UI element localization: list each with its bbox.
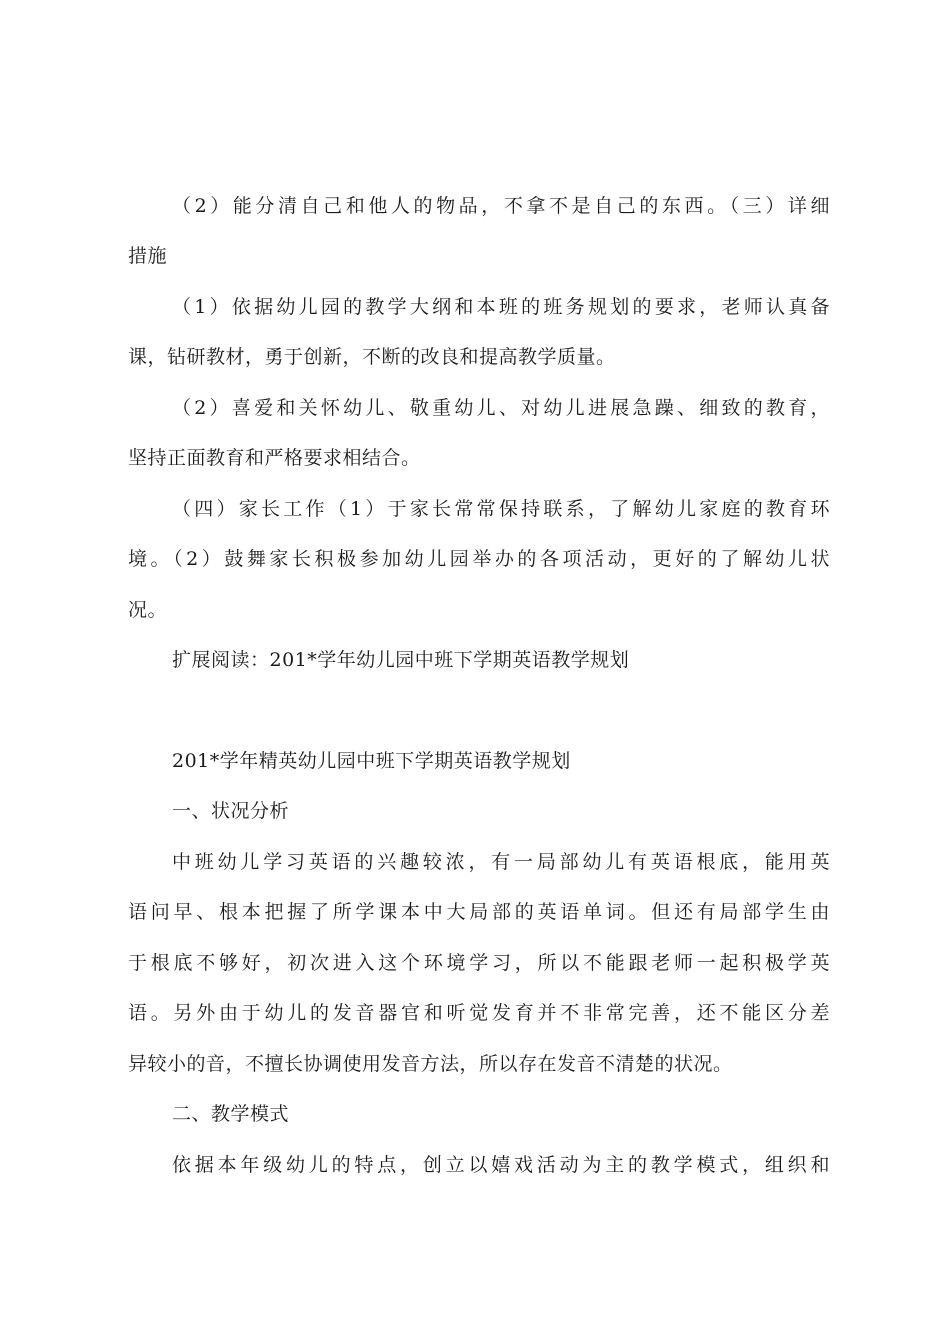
- paragraph-line: 语问早、根本把握了所学课本中大局部的英语单词。但还有局部学生由: [128, 901, 830, 923]
- paragraph-line: 课，钻研教材，勇于创新，不断的改良和提高教学质量。: [128, 346, 616, 368]
- section-heading: 二、教学模式: [172, 1103, 290, 1125]
- paragraph-line: （2）喜爱和关怀幼儿、敬重幼儿、对幼儿进展急躁、细致的教育，: [172, 397, 830, 419]
- paragraph-line: （1）依据幼儿园的教学大纲和本班的班务规划的要求，老师认真备: [172, 296, 830, 318]
- paragraph-line: （四）家长工作（1）于家长常常保持联系，了解幼儿家庭的教育环: [172, 498, 830, 520]
- paragraph-line: 坚持正面教育和严格要求相结合。: [128, 447, 421, 469]
- section-heading: 一、状况分析: [172, 800, 290, 822]
- paragraph-line: 措施: [128, 245, 168, 267]
- paragraph-line: 依据本年级幼儿的特点，创立以嬉戏活动为主的教学模式，组织和: [172, 1154, 830, 1176]
- paragraph-line: 于根底不够好，初次进入这个环境学习，所以不能跟老师一起积极学英: [128, 952, 830, 974]
- extended-reading-line: 扩展阅读：201*学年幼儿园中班下学期英语教学规划: [172, 649, 630, 671]
- section-title: 201*学年精英幼儿园中班下学期英语教学规划: [172, 750, 571, 772]
- paragraph-line: 语。另外由于幼儿的发音器官和听觉发育并不非常完善，还不能区分差: [128, 1002, 830, 1024]
- paragraph-line: 况。: [128, 599, 168, 621]
- paragraph-line: 境。（2）鼓舞家长积极参加幼儿园举办的各项活动，更好的了解幼儿状: [128, 548, 830, 570]
- paragraph-line: 异较小的音，不擅长协调使用发音方法，所以存在发音不清楚的状况。: [128, 1053, 733, 1075]
- paragraph-line: 中班幼儿学习英语的兴趣较浓，有一局部幼儿有英语根底，能用英: [172, 851, 830, 873]
- paragraph-line: （2）能分清自己和他人的物品，不拿不是自己的东西。（三）详细: [172, 195, 830, 217]
